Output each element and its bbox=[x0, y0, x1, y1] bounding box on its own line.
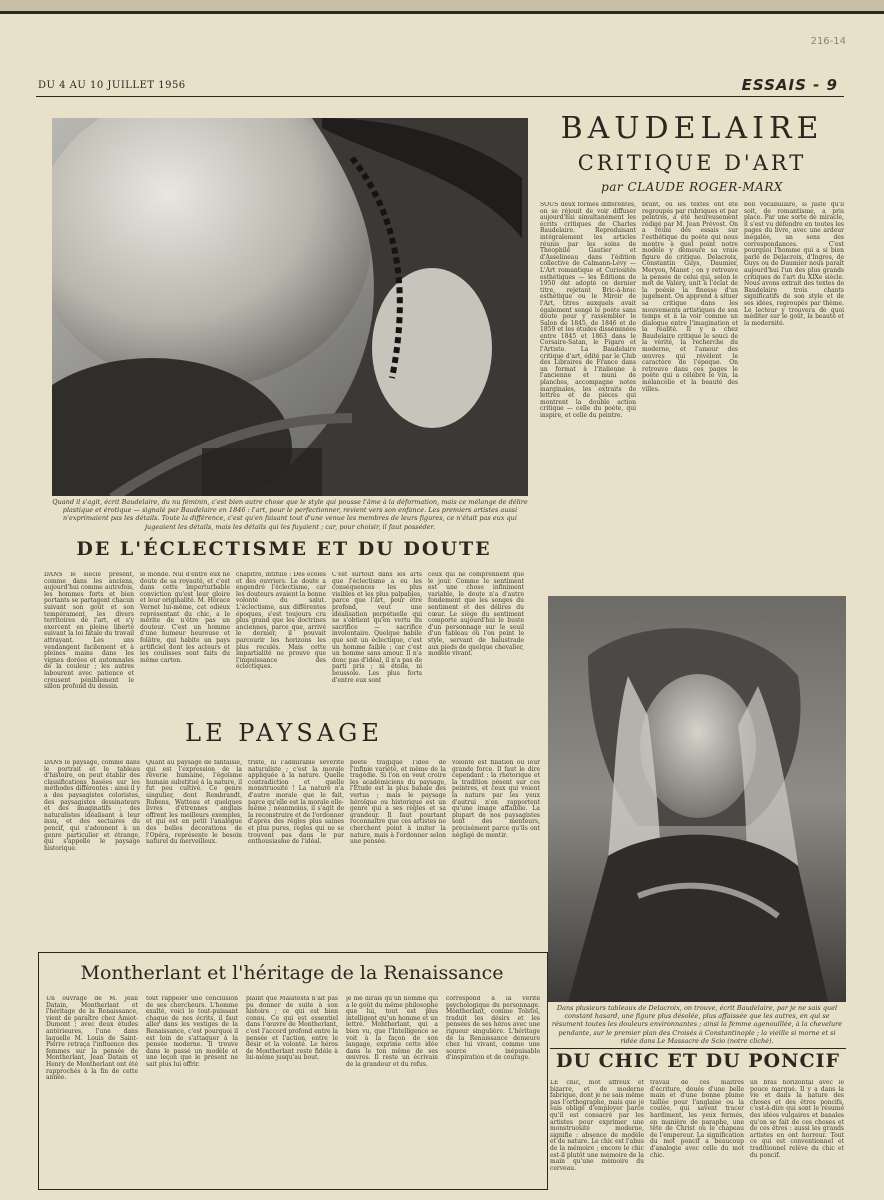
photo-caption-top: Quand il s'agit, écrit Baudelaire, du nu féminin, c'est bien autre chose que le style qui pousse l'âme à la déformation, mais ce mélange de délire plastique et érotique — signalé par Baudelaire en 1846 : l'art, pour le perfectionner, revient vers son enfance. Les premiers artistes aussi n'exprimaient pas les détails. Toute la différence, c'est qu'en faisant tout d'une venue les membres de leurs figures, ce n'était pas eux qui jugeaient les détails, mais les détails qui les fuyaient ; car, pour choisir, il faut posséder. bbox=[52, 498, 528, 531]
eclectisme-col-4: C'est surtout dans les arts que l'éclectisme a eu les conséquences les plus visibles et les plus palpables, parce que l'art, pour être profond, veut une idéalisation perpétuelle qui ne s'obtient qu'en vertu du sacrifice — sacrifice involontaire. Quelque habile que soit un éclectique, c'est un homme faible ; car c'est un homme sans amour. Il n'a donc pas d'idéal, il n'a pas de parti pris ; ni étoile, ni boussole. Les plus forts d'entre eux sont bbox=[332, 572, 422, 684]
eclectisme-col-5: ceux qui ne comprennent que le jour. Comme le sentiment est une chose infiniment variable, le doute n'a d'autre fondement que les songes du sentiment et des délires du cœur. Le siège du sentiment comporte aujourd'hui le buste d'un personnage sur le seuil d'un tableau où l'on peint le style, servant de balustrade aux pieds de quelque chevalier, modèle vivant. bbox=[428, 572, 524, 658]
chic-col-2: travail de ces maîtres d'écriture, doués d'une belle main et d'une bonne plume taillée pour l'anglaise ou la coulée, qui savent tracer hardiment, les yeux fermés, en manière de paraphe, une tête de Christ ou le chapeau de l'empereur. La signification du mot poncif a beaucoup d'analogie avec celle du mot chic. bbox=[650, 1080, 744, 1159]
article-byline: par CLAUDE ROGER-MARX bbox=[601, 180, 783, 194]
archive-mark: 216-14 bbox=[810, 36, 846, 47]
paysage-col-1: DANS le paysage, comme dans le portrait et le tableau d'histoire, on peut établir des classifications basées sur les méthodes différentes : ainsi il y a des paysagistes coloristes, des paysagistes dessinateurs et des imaginatifs ; des naturalistes idéalisant à leur insu, et des sectaires du poncif, qui s'adonnent à un genre particulier et étrange, qui s'appelle le paysage historique. bbox=[44, 760, 140, 852]
eclectisme-col-3: chapitre, intitulé : Des écoles et des ouvriers. Le doute a engendré l'éclectisme, car les douteurs avaient la bonne volonté du salut. L'éclectisme, aux différentes époques, s'est toujours cru plus grand que les doctrines anciennes, parce que, arrivé le dernier, il pouvait parcourir les horizons les plus reculés. Mais cette impartialité ne prouve que l'impuissance des éclectiques. bbox=[236, 572, 326, 671]
paysage-col-5: volonté est filiation ou leur grande force. Il faut le dire cependant : la rhétorique et la tradition pèsent sur ces peintres, et ceux qui voient la nature par les yeux d'autrui n'en rapportent qu'une image affaiblie. La plupart de nos paysagistes sont des menteurs, précisément parce qu'ils ont négligé de mentir. bbox=[452, 760, 540, 839]
eclectisme-col-1: DANS le siècle présent, comme dans les anciens, aujourd'hui comme autrefois, les hommes forts et bien portants se partagent chacun suivant son goût et son tempérament, les divers territoires de l'art, et s'y exercent en pleine liberté suivant la loi fatale du travail attrayant. Les uns vendangent facilement et à pleines mains dans les vignes dorées et automnales de la couleur ; les autres labourent avec patience et creusent péniblement le sillon profond du dessin. bbox=[44, 572, 134, 691]
article-title: BAUDELAIRE bbox=[560, 111, 824, 146]
photo-delacroix-figure bbox=[548, 596, 846, 1002]
main-article-col-1: SOUS deux formes différentes, on se réjouit de voir diffuser aujourd'hui simultanément les écrits critiques de Charles Baudelaire. Reproduisant intégralement les articles réunis par les soins de Théophile Gautier et d'Asselineau dans l'édition collective de Calmann-Lévy — L'Art romantique et Curiosités esthétiques — les Éditions de 1950 ont adopté ce dernier titre, rejetant Bric-à-brac esthétique ou le Miroir de l'Art, titres auxquels avait également songé le poète sans doute pour y rassembler le Salon de 1845, de 1846 et de 1859 et les études disséminées entre 1845 et 1863 dans le Corsaire-Satan, le Figaro et l'Artiste. La Baudelaire critique d'art, édité par le Club des Libraires de France dans un format à l'italienne à l'ancienne et muni de planches, accompagne notes marginales, les extraits de lettres et de pièces qui montrent la double action critique — celle du poète, qui inspire, et celle du peintre. bbox=[540, 202, 636, 419]
paysage-col-4: poète tragique l'idée de l'infinie variété, et même de la tragédie. Si l'on en veut croire les académiciens du paysage, l'Étude est la plus banale des vertus ; mais le paysage héroïque ou historique est un genre qui a ses règles et sa grandeur. Il faut pourtant reconnaître que ces artistes ne cherchent point à imiter la nature, mais à l'ordonner selon une pensée. bbox=[350, 760, 446, 846]
header-rule bbox=[36, 96, 844, 97]
chic-col-1: LE chic, mot affreux et bizarre, et de moderne fabrique, dont je ne sais même pas l'orthographe, mais que je suis obligé d'employer parce qu'il est consacré par les artistes pour exprimer une monstruosité moderne, signifie : absence de modèle et de nature. Le chic est l'abus de la mémoire ; encore le chic est-il plutôt une mémoire de la main qu'une mémoire du cerveau. bbox=[550, 1080, 644, 1172]
chic-rule bbox=[550, 1048, 846, 1049]
montherlant-col-2: tout rappeler une conclusion de ses chercheurs. L'homme exalté, voici le tout-puissant chaque de nos écrits, il faut aller dans les vestiges de la Renaissance, c'est pourquoi il est loin de s'attaquer à la pensée moderne. Il trouve dans le passé un modèle et une leçon que le présent ne sait plus lui offrir. bbox=[146, 996, 238, 1068]
eclectisme-col-2: le monde. Nul d'entre eux ne doute de sa royauté, et c'est dans cette imperturbable conviction qu'est leur gloire et leur originalité. M. Horace Vernet lui-même, cet odieux représentant du chic, a le mérite de n'être pas un douteur. C'est un homme d'une humeur heureuse et folâtre, qui habite un pays artificiel dont les acteurs et les coulisses sont faits du même carton. bbox=[140, 572, 230, 664]
eclectisme-heading: DE L'ÉCLECTISME ET DU DOUTE bbox=[76, 538, 492, 560]
article-subtitle: CRITIQUE D'ART bbox=[577, 151, 807, 175]
montherlant-col-3: plaint que Malatesta n'ait pas pu donner de suite à son histoire ; ce qui est bien connu. Ce qui est essentiel dans l'œuvre de Montherlant, c'est l'accord profond entre la pensée et l'action, entre le désir et la volonté. Le héros de Montherlant reste fidèle à lui-même jusqu'au bout. bbox=[246, 996, 338, 1062]
main-article-col-3: bon vocabulaire, si juste qu'il soit, de romantisme, a pris place. Par une sorte de miracle, il s'est vu défendre en toutes les pages du livre, avec une ardeur inégalée, un sens des correspondances. C'est pourquoi l'homme qui a si bien parlé de Delacroix, d'Ingres, de Guys ou de Daumier nous paraît aujourd'hui l'un des plus grands critiques de l'art du XIXe siècle. Nous avons extrait des textes de Baudelaire trois chants significatifs de son style et de ses idées, regroupés par thème. Le lecteur y trouvera de quoi méditer sur le goût, la beauté et la modernité. bbox=[744, 202, 844, 327]
photo-nude-portrait bbox=[52, 118, 528, 496]
main-article-col-2: brant, où les textes ont été regroupés par rubriques et par peintres, a été heureusement rédigé par M. Jean Prévost. On a réuni des essais sur l'esthétique du poète qui nous montre à quel point notre modèle y demeure sa vraie figure de critique. Delacroix, Constantin Guys, Daumier, Meryon, Manet ; on y retrouve la pensée de celui qui, selon le mot de Valéry, unit à l'éclat de la poésie la finesse d'un jugement. On apprend à situer sa critique dans les mouvements artistiques de son temps et à la voir comme un dialogue entre l'imagination et la réalité. Il y a chez Baudelaire critique le souci de la vérité, la recherche du moderne, et l'amour des œuvres qui révèlent le caractère de l'époque. On retrouve dans ces pages le poète qui a célébré le vin, la mélancolie et la beauté des villes. bbox=[642, 202, 738, 393]
montherlant-col-5: correspond à la vérité psychologique du personnage. Montherlant, comme Tolstoï, traduit les désirs et les pensées de ses héros avec une rigueur singulière. L'héritage de la Renaissance demeure chez lui vivant, comme une source inépuisable d'inspiration et de courage. bbox=[446, 996, 540, 1062]
paysage-heading: LE PAYSAGE bbox=[185, 719, 383, 747]
section-label: ESSAIS - 9 bbox=[741, 76, 838, 94]
paysage-col-2: Quant au paysage de fantaisie, qui est l'expression de la rêverie humaine, l'égoïsme humain substitué à la nature, il fut peu cultivé. Ce genre singulier, dont Rembrandt, Rubens, Watteau et quelques livres d'étrennes anglais offrent les meilleurs exemples, et qui est en petit l'analogue des belles décorations de l'Opéra, représente le besoin naturel du merveilleux. bbox=[146, 760, 242, 846]
dateline: DU 4 AU 10 JUILLET 1956 bbox=[38, 80, 186, 91]
photo-caption-right: Dans plusieurs tableaux de Delacroix, on trouve, écrit Baudelaire, par je ne sais quel constant hasard, une figure plus désolée, plus affaissée que les autres, en qui se résument toutes les douleurs environnantes ; ainsi la femme agenouillée, à la chevelure pendante, sur le premier plan des Croisés à Constantinople ; la vieille si morne et si ridée dans Le Massacre de Scio (notre cliché). bbox=[551, 1004, 843, 1045]
paysage-col-3: triste, ni l'admirable sévérité naturaliste ; c'est la morale appliquée à la nature. Quelle contradiction et quelle monstruosité ! La nature n'a d'autre morale que le fait, parce qu'elle est la morale elle-même ; néanmoins, il s'agit de la reconstruire et de l'ordonner d'après des règles plus saines et plus pures, règles qui ne se trouvent pas dans le pur enthousiasme de l'idéal. bbox=[248, 760, 344, 846]
montherlant-heading: Montherlant et l'héritage de la Renaissance bbox=[80, 962, 504, 984]
chic-heading: DU CHIC ET DU PONCIF bbox=[556, 1050, 840, 1072]
montherlant-col-4: je me dirais qu'un homme qui a le goût du même philosophe que lui, tout est plus intelligent qu'un homme et un lettré. Montherlant, qui a bien vu, que l'Intelligence se voit à la façon de son langage, exprime cette idée dans le ton même de ses œuvres. Il reste un écrivain de la grandeur et du refus. bbox=[346, 996, 438, 1068]
montherlant-col-1: Un ouvrage de M. Jean Datain, Montherlant et l'héritage de la Renaissance, vient de paraître chez Amiot-Dumont ; avec deux études antérieures, l'une dans laquelle M. Louis de Saint-Pierre retraça l'influence des femmes sur la pensée de Montherlant, Jean Datain et Henry de Montherlant ont été rapprochés à la fin de cette année. bbox=[46, 996, 138, 1082]
scan-top-band bbox=[0, 0, 884, 14]
chic-col-3: un bras horizontal avec le pouce marqué. Il y a dans la vie et dans la nature des choses et des êtres poncifs, c'est-à-dire qui sont le résumé des idées vulgaires et banales qu'on se fait de ces choses et de ces êtres : aussi les grands artistes en ont horreur. Tout ce qui est conventionnel et traditionnel relève du chic et du poncif. bbox=[750, 1080, 844, 1159]
